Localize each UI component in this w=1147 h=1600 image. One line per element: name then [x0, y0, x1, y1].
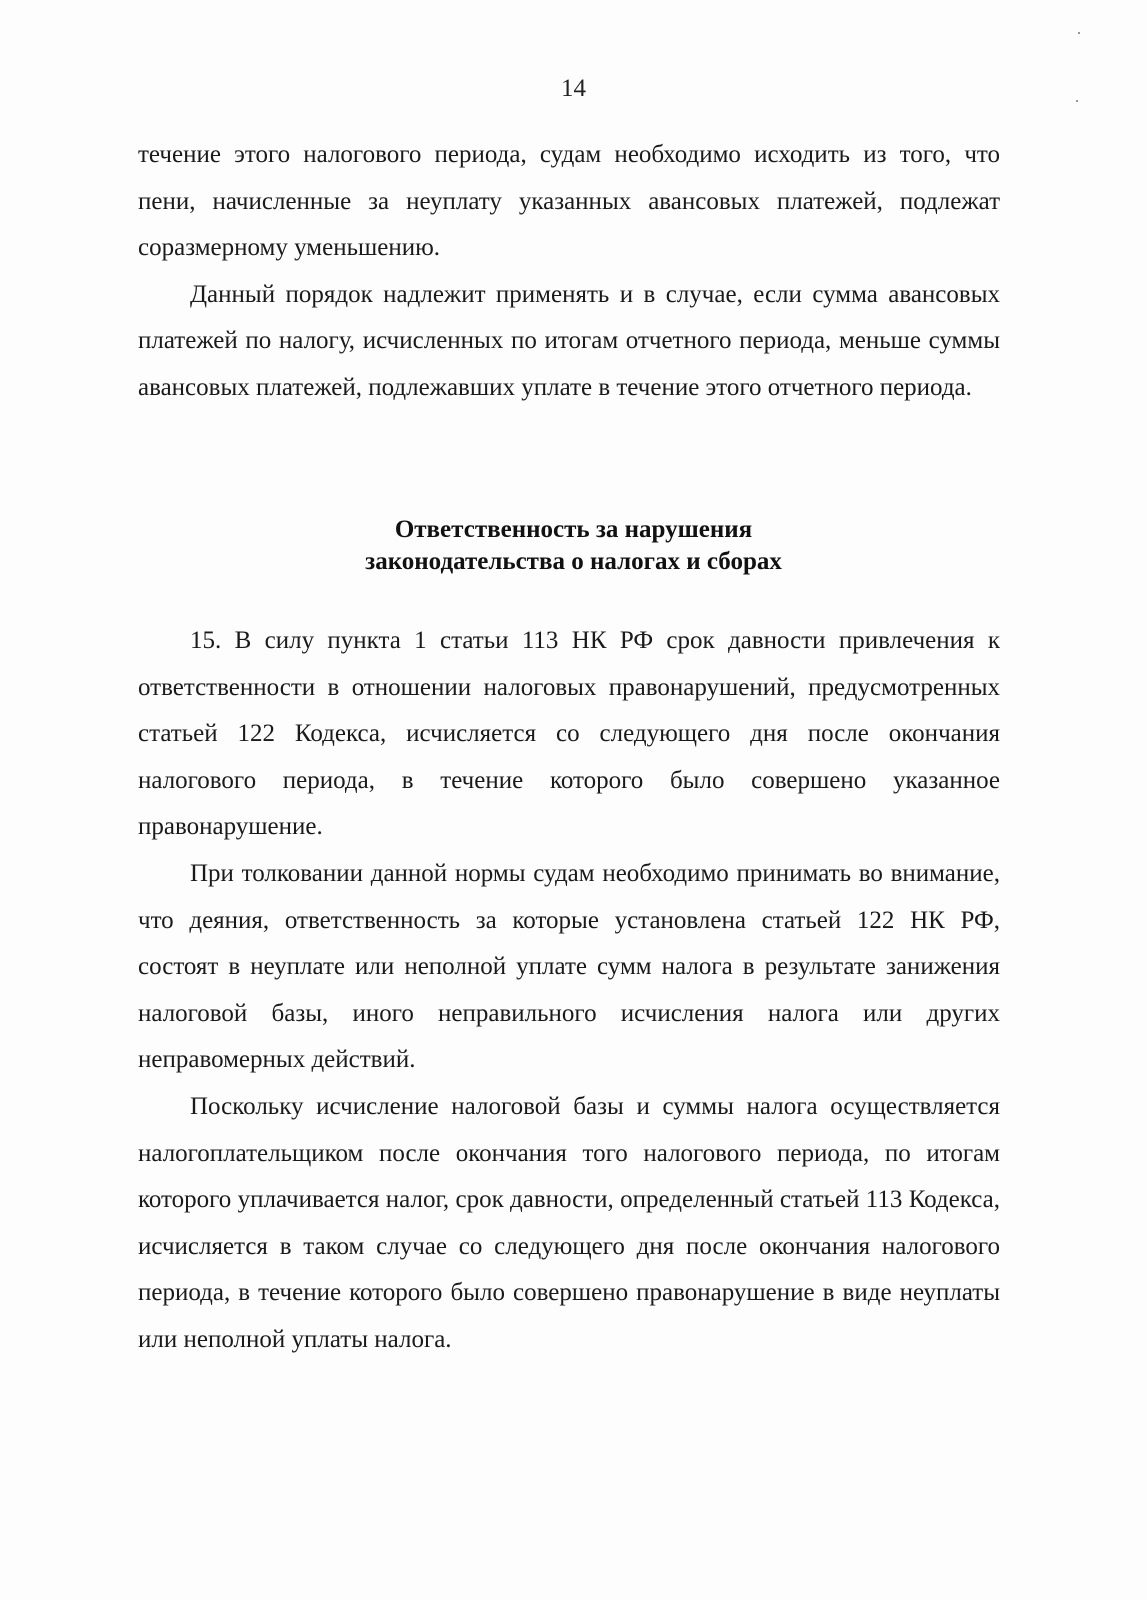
page-number: 14 [561, 75, 586, 102]
paragraph: 15. В силу пункта 1 статьи 113 НК РФ срок давности привлечения к ответственности в отношении налоговых правонарушений, предусмотренных статьей 122 Кодекса, исчисляется со следующего дня после окончания налогового периода, в течение которого было совершено указанное правонарушение. [138, 627, 1000, 841]
paragraph: Данный порядок надлежит применять и в случае, если сумма авансовых платежей по налогу, исчисленных по итогам отчетного периода, меньше суммы авансовых платежей, подлежавших уплате в течение этого отчетного периода. [138, 280, 1000, 401]
scan-speck [1078, 32, 1080, 34]
paragraph: При толковании данной нормы судам необходимо принимать во внимание, что деяния, ответственность за которые установлена статьей 122 НК РФ, состоят в неуплате или неполной уплате сумм налога в результате занижения налоговой базы, иного неправильного исчисления налога или других неправомерных действий. [138, 859, 1000, 1074]
section-text-block [138, 618, 1000, 1364]
section-heading [0, 514, 1147, 578]
section-heading-line: законодательства о налогах и сборах [365, 548, 782, 575]
paragraph: Поскольку исчисление налоговой базы и суммы налога осуществляется налогоплательщиком после окончания того налогового периода, по итогам которого уплачивается налог, срок давности, определенный статьей 113 Кодекса, исчисляется в таком случае со следующего дня после окончания налогового периода, в течение которого было совершено правонарушение в виде неуплаты или неполной уплаты налога. [138, 1092, 1000, 1353]
section-heading-line: Ответственность за нарушения [394, 516, 753, 543]
intro-text-block [138, 132, 1000, 412]
paragraph: течение этого налогового периода, судам необходимо исходить из того, что пени, начисленные за неуплату указанных авансовых платежей, подлежат соразмерному уменьшению. [138, 141, 1000, 262]
